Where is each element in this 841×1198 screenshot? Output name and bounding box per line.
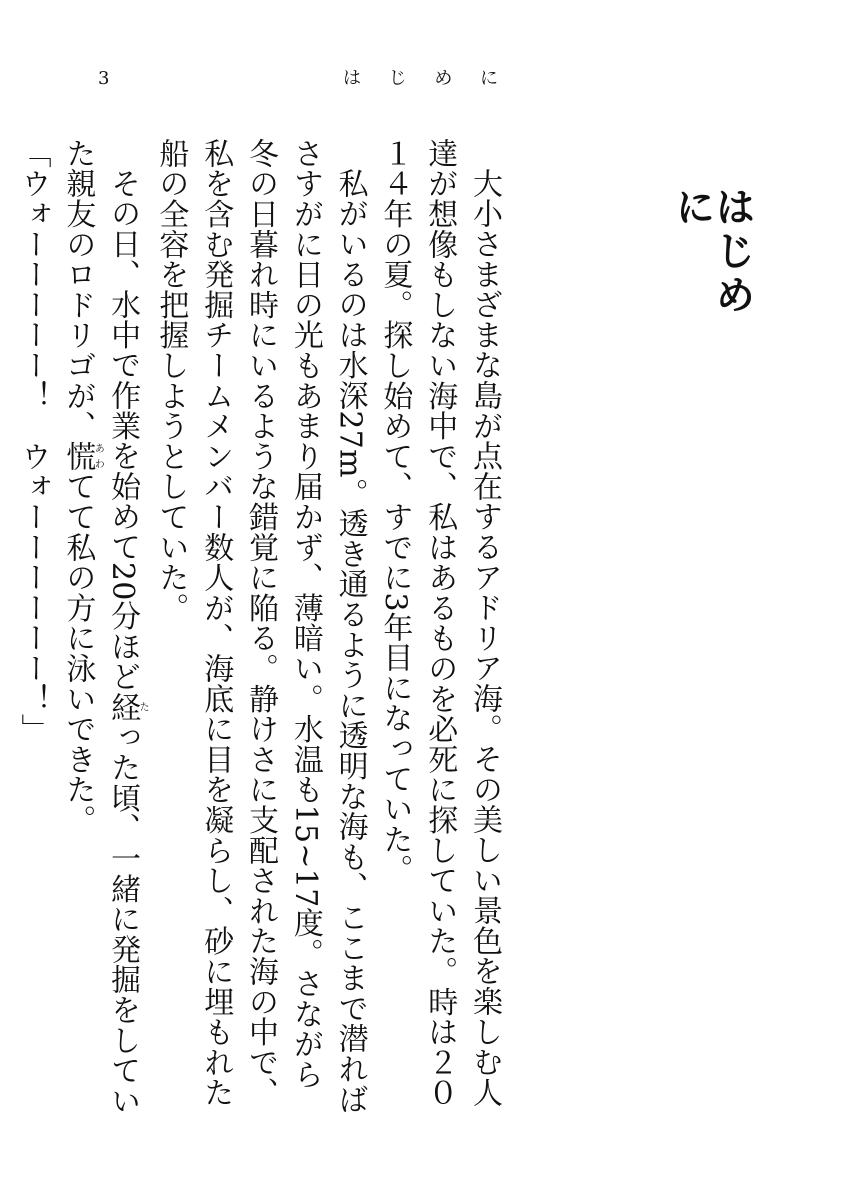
running-title-char: は (343, 68, 361, 89)
paragraph-2: 私がいるのは水深27m。透き通るように透明な海も、ここまで潜ればさすがに日の光もあまり届かず、薄暗い。水温も15~17度。さながら冬の日暮れ時にいるような錯覚に陥る。静けさに支配された海の中で、私を含む発掘チームメンバー数人が、海底に目を凝らし、砂に埋もれた船の全容を把握しようとしていた。 (153, 138, 368, 1115)
dialogue-line: 「ウォーーーーー！ ウォーーーーーー！」 (15, 138, 51, 744)
running-title-char: め (434, 68, 453, 89)
ruby-ta (105, 691, 149, 722)
paragraph-3-text-2: った頃、一緒に発掘をしていた親友のロドリゴが、 (60, 138, 141, 1116)
body-text (15, 138, 506, 1118)
ruby-text-2: あわ (92, 441, 104, 472)
ruby-base-1: 経 (105, 691, 141, 722)
chapter-title: はじめに (669, 186, 755, 318)
running-title-char: じ (388, 68, 407, 89)
ruby-base-2: 慌 (60, 441, 96, 472)
ruby-awa (60, 441, 104, 472)
ruby-text-1: た (137, 691, 149, 722)
paragraph-3-text-3: てて私の方に泳いできた。 (60, 471, 96, 835)
paragraph-3-text-1: その日、水中で作業を始めて20分ほど (105, 168, 141, 692)
paragraph-1: 大小さまざまな島が点在するアドリア海。その美しい景色を楽しむ人達が想像もしない海中で、私はあるものを必死に探していた。時は２０１４年の夏。探し始めて、すでに3年目になっていた。 (377, 138, 502, 1108)
running-title-char: に (479, 68, 498, 89)
page-number: 3 (98, 68, 110, 89)
running-title (343, 70, 498, 88)
paragraph-3 (55, 138, 148, 1118)
